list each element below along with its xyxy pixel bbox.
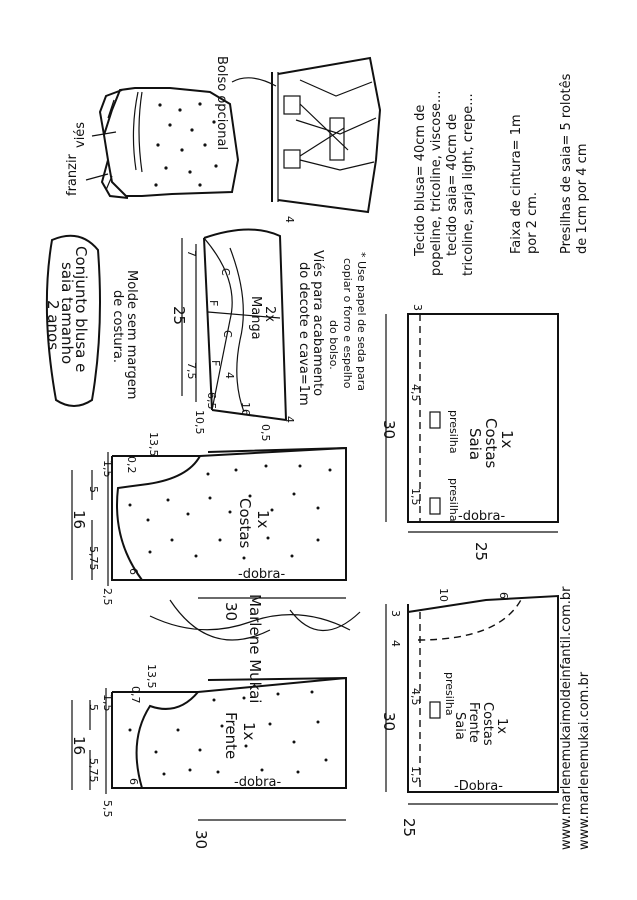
sleeve-m-16: 16: [239, 402, 252, 416]
front-m-5-75: 5,75: [87, 758, 100, 783]
front-m-0-7: 0,7: [129, 686, 142, 704]
sleeve-letter-c1: C: [219, 268, 232, 276]
tissue-note-2: copiar o forro e espelho: [341, 258, 354, 389]
front-m-5: 5: [87, 704, 100, 711]
fabric-line-1: Tecido blusa= 40cm de: [413, 104, 428, 256]
sleeve-qty: 2x: [262, 306, 277, 322]
skirt-back-name-1: Saia: [466, 428, 484, 461]
signature-text: Marlene Mukai: [246, 594, 264, 704]
fabric-line-4: tricoline, sarja light, crepe...: [461, 93, 476, 276]
website-line-2: www.marlenemukai.com.br: [577, 671, 592, 850]
skirt-back-loop-2: presilha: [447, 478, 460, 522]
front-fold: -dobra-: [234, 775, 282, 790]
skirt-back-m-30: 30: [380, 420, 398, 440]
title-line-2: saia tamanho: [58, 262, 76, 365]
sleeve-letter-c2: C: [221, 330, 234, 338]
back-m-5: 5: [87, 486, 100, 493]
sleeve-m-25: 25: [170, 306, 188, 326]
back-qty: 1x: [254, 510, 272, 529]
title-line-1: Conjunto blusa e: [72, 246, 90, 373]
sketch-ruffle-label: franzir: [65, 154, 80, 196]
back-m-5-75: 5,75: [87, 546, 100, 571]
skirt-back-name-2: Costas: [482, 418, 500, 469]
no-seam-note-2: de costura.: [110, 290, 125, 364]
bias-note-2: do decote e cava=1m: [296, 262, 311, 406]
bias-note-1: Viés para acabamento: [310, 250, 325, 397]
back-dots: [129, 465, 332, 560]
skirt-back-m-3: 3: [411, 304, 424, 311]
skirt-front-m-3: 3: [389, 610, 402, 617]
front-m-13-5: 13,5: [145, 664, 158, 689]
skirt-front-piece: [408, 596, 558, 792]
back-m-6: 6: [127, 568, 140, 575]
fabric-line-7: Presilhas de saia= 5 rolotês: [559, 73, 574, 254]
back-m-2-5: 2,5: [101, 588, 114, 606]
back-m-13-5: 13,5: [147, 432, 160, 457]
tissue-note-1: * Use papel de seda para: [355, 252, 368, 392]
front-m-30: 30: [192, 830, 210, 850]
sleeve-m-4c: 4: [283, 416, 296, 423]
tissue-note-3: do bolso.: [327, 320, 340, 370]
fabric-line-3: tecido saia= 40cm de: [445, 113, 460, 256]
sleeve-m-0-5: 0,5: [259, 424, 272, 442]
sleeve-m-4a: 4: [283, 216, 296, 223]
skirt-front-loop: presilha: [443, 672, 456, 716]
skirt-front-m-6: 6: [497, 592, 510, 599]
skirt-back-loop-1: presilha: [447, 410, 460, 454]
skirt-front-m-4: 4: [389, 640, 402, 647]
front-m-1-5: 1,5: [101, 694, 114, 712]
sleeve-name: Manga: [248, 296, 263, 340]
skirt-front-m-10: 10: [437, 588, 450, 602]
skirt-front-name-3: Costas: [480, 702, 495, 746]
sleeve-m-4b: 4: [223, 372, 236, 379]
skirt-back-m-25: 25: [472, 542, 490, 562]
sleeve-piece: [182, 229, 286, 420]
skirt-front-m-1-5: 1,5: [409, 766, 422, 784]
back-m-1-5: 1,5: [101, 460, 114, 478]
skirt-front-name-1: Saia: [452, 712, 467, 740]
sleeve-m-10-5: 10,5: [193, 410, 206, 435]
back-m-16: 16: [70, 510, 88, 530]
sleeve-m-7-5: 7,5: [185, 362, 198, 380]
skirt-front-m-25: 25: [400, 818, 418, 838]
sketch-bias-label: viés: [73, 121, 88, 148]
skirt-front-m-30: 30: [380, 712, 398, 732]
skirt-sketch: [272, 58, 380, 212]
skirt-front-name-2: Frente: [466, 702, 481, 743]
fabric-line-6: por 2 cm.: [525, 191, 540, 254]
skirt-front-name-4: 1x: [494, 718, 509, 734]
fabric-line-2: popeline, tricoline, viscose...: [429, 90, 444, 276]
skirt-back-fold: -dobra-: [458, 509, 506, 524]
skirt-back-m-4-5: 4,5: [409, 384, 422, 402]
sleeve-m-6-5: 6,5: [205, 392, 218, 410]
sleeve-letter-f1: F: [207, 300, 220, 307]
skirt-back-name-3: 1x: [498, 430, 516, 449]
pocket-pointer: [232, 78, 276, 86]
back-fold: -dobra-: [238, 567, 286, 582]
front-name: Frente: [222, 712, 240, 760]
front-m-16: 16: [70, 736, 88, 756]
skirt-front-m-4-5: 4,5: [409, 688, 422, 706]
back-m-0-2: 0,2: [125, 456, 138, 474]
sketch-pocket-label: Bolso opcional: [214, 56, 229, 151]
fabric-line-5: Faixa de cintura= 1m: [509, 114, 524, 254]
back-m-30: 30: [222, 602, 240, 622]
front-m-5-5: 5,5: [101, 800, 114, 818]
sleeve-letter-f2: F: [209, 360, 222, 367]
fabric-line-8: de 1cm por 4 cm: [575, 143, 590, 254]
title-line-3: 2 anos: [44, 300, 62, 351]
sleeve-m-7: 7: [185, 250, 198, 257]
front-qty: 1x: [240, 722, 258, 741]
no-seam-note-1: Molde sem margem: [124, 270, 139, 400]
sketch-dots: [154, 102, 217, 186]
skirt-back-m-1-5: 1,5: [409, 488, 422, 506]
front-m-6: 6: [127, 778, 140, 785]
back-name: Costas: [236, 498, 254, 549]
website-line-1: www.marlenemukaimoldeinfantil.com.br: [559, 586, 574, 850]
skirt-front-fold: -Dobra-: [454, 779, 503, 794]
back-bodice-piece: [108, 448, 346, 586]
